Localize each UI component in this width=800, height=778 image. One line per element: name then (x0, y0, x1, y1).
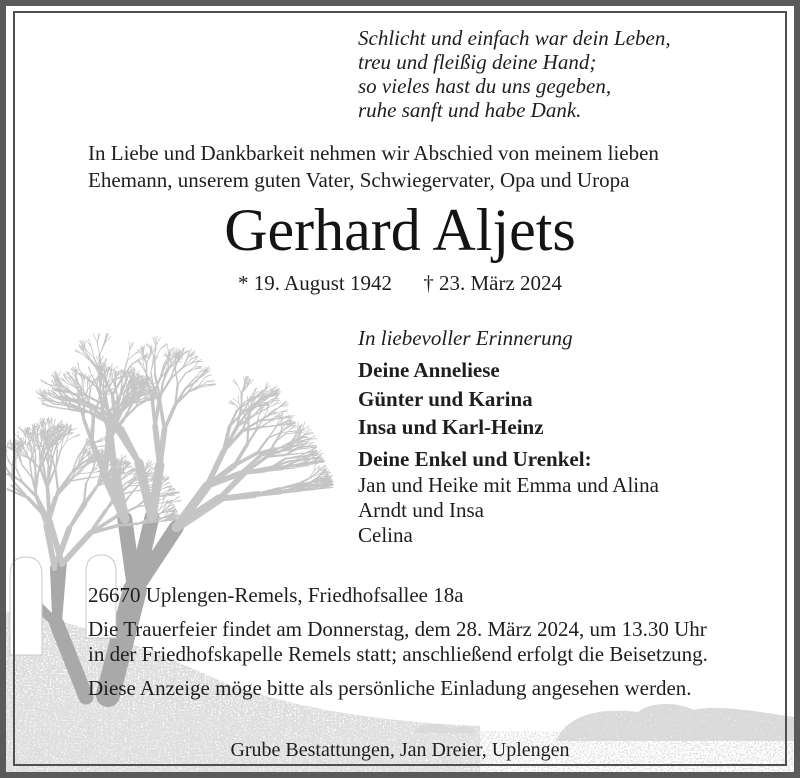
poem-line: ruhe sanft und habe Dank. (358, 98, 582, 122)
funeral-info-line: in der Friedhofskapelle Remels statt; anschließend erfolgt die Beisetzung. (88, 641, 708, 666)
invitation-note: Diese Anzeige möge bitte als persönliche Einladung angesehen werden. (88, 676, 692, 700)
family-member: Deine Anneliese (358, 358, 500, 382)
intro-text (88, 140, 659, 194)
funeral-info-line: Die Trauerfeier findet am Donnerstag, dem 28. März 2024, um 13.30 Uhr (88, 617, 707, 641)
death-date: † 23. März 2024 (423, 271, 563, 295)
intro-line: Ehemann, unserem guten Vater, Schwiegervater, Opa und Uropa (88, 168, 630, 192)
family-member: Insa und Karl-Heinz (358, 415, 544, 439)
address-line: 26670 Uplengen-Remels, Friedhofsallee 18a (88, 583, 464, 607)
gravestone (10, 557, 42, 655)
grandchildren-list (358, 473, 659, 548)
deceased-name: Gerhard Aljets (224, 197, 576, 263)
poem (358, 26, 671, 122)
poem-line: Schlicht und einfach war dein Leben, (358, 26, 671, 50)
grandchild-entry: Jan und Heike mit Emma und Alina (358, 473, 659, 497)
family-list (358, 356, 544, 442)
grandchild-entry: Arndt und Insa (358, 498, 484, 522)
bush-silhouette (556, 704, 794, 741)
life-dates (6, 271, 794, 296)
footer-publisher: Grube Bestattungen, Jan Dreier, Uplengen (230, 739, 570, 761)
grandchild-entry: Celina (358, 523, 413, 547)
funeral-info (88, 617, 708, 666)
memorial-heading: In liebevoller Erinnerung (358, 326, 573, 350)
family-member: Günter und Karina (358, 386, 533, 411)
poem-line: so vieles hast du uns gegeben, (358, 74, 612, 98)
intro-line: In Liebe und Dankbarkeit nehmen wir Abschied von meinem lieben (88, 141, 659, 165)
grandchildren-heading: Deine Enkel und Urenkel: (358, 447, 592, 471)
poem-line: treu und fleißig deine Hand; (358, 50, 597, 74)
birth-date: * 19. August 1942 (237, 271, 392, 295)
